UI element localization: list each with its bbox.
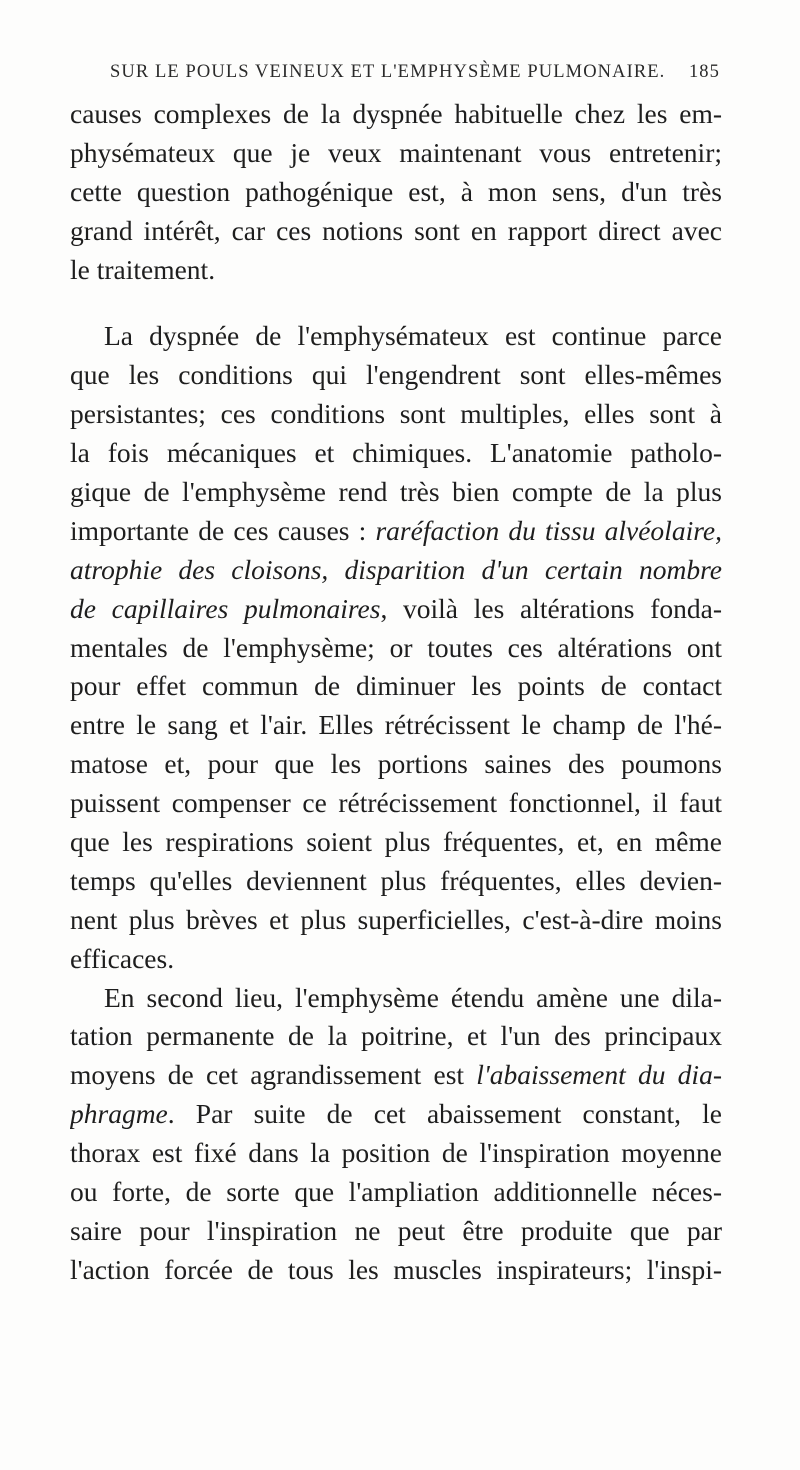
italic-text: raréfaction du tissu alvéolaire,	[375, 514, 722, 546]
text-line	[70, 95, 722, 134]
text-run: matose et, pour que les portions saines des poumons	[70, 748, 722, 780]
text-run: efficaces.	[70, 942, 175, 974]
text-run: , voilà les altérations fonda-	[380, 592, 722, 624]
page-number: 185	[688, 62, 720, 82]
text-run: thorax est fixé dans la position de l'inspiration moyenne	[70, 1137, 722, 1169]
text-line	[70, 784, 722, 823]
italic-text: atrophie des cloisons, disparition d'un certain nombre	[70, 553, 722, 585]
text-run: la fois mécaniques et chimiques. L'anatomie patholo-	[70, 437, 722, 469]
text-run: importante de ces causes :	[70, 514, 376, 546]
text-line	[70, 590, 722, 629]
text-line	[70, 745, 722, 784]
text-line	[70, 1251, 722, 1290]
text-line	[70, 134, 722, 173]
text-line	[70, 629, 722, 668]
text-run: gique de l'emphysème rend très bien compte de la plus	[70, 476, 722, 508]
text-line	[70, 173, 722, 212]
text-line	[70, 551, 722, 590]
text-run: que les conditions qui l'engendrent sont elles-mêmes	[70, 359, 722, 391]
text-run: La dyspnée de l'emphysémateux est continue parce	[104, 320, 722, 352]
text-line	[70, 1134, 722, 1173]
text-line	[70, 1017, 722, 1056]
text-line	[70, 1095, 722, 1134]
text-line	[70, 1056, 722, 1095]
text-run: le traitement.	[70, 253, 216, 285]
running-head-title: SUR LE POULS VEINEUX ET L'EMPHYSÈME PULMONAIRE.	[110, 62, 666, 82]
text-line	[70, 395, 722, 434]
italic-text: l'abaissement du dia-	[476, 1059, 722, 1091]
text-line	[70, 1173, 722, 1212]
text-line	[70, 940, 722, 979]
paragraph	[70, 95, 722, 289]
text-run: saire pour l'inspiration ne peut être produite que par	[70, 1214, 722, 1246]
text-run: tation permanente de la poitrine, et l'un des principaux	[70, 1020, 722, 1052]
text-line	[70, 356, 722, 395]
text-run: . Par suite de cet abaissement constant, le	[167, 1098, 722, 1130]
text-run: persistantes; ces conditions sont multiples, elles sont à	[70, 398, 722, 430]
text-run: mentales de l'emphysème; or toutes ces altérations ont	[70, 631, 722, 663]
text-run: En second lieu, l'emphysème étendu amène une dila-	[104, 981, 722, 1013]
text-run: temps qu'elles deviennent plus fréquentes, elles devien-	[70, 864, 722, 896]
text-run: entre le sang et l'air. Elles rétrécissent le champ de l'hé-	[70, 709, 722, 741]
text-line	[70, 434, 722, 473]
text-line	[70, 512, 722, 551]
text-line	[70, 823, 722, 862]
text-run: l'action forcée de tous les muscles inspirateurs; l'inspi-	[70, 1253, 722, 1285]
text-run: causes complexes de la dyspnée habituelle chez les em-	[70, 98, 722, 129]
text-run: grand intérêt, car ces notions sont en rapport direct avec	[70, 214, 722, 246]
text-line	[70, 473, 722, 512]
italic-text: de capillaires pulmonaires	[70, 592, 381, 624]
text-line	[70, 317, 722, 356]
paragraph	[70, 979, 722, 1290]
text-run: moyens de cet agrandissement est	[70, 1059, 477, 1091]
text-line	[70, 251, 722, 290]
body-text	[70, 95, 722, 1290]
text-line	[70, 667, 722, 706]
text-run: pour effet commun de diminuer les points de contact	[70, 670, 722, 702]
text-run: nent plus brèves et plus superficielles, c'est-à-dire moins	[70, 903, 722, 935]
text-line	[70, 1212, 722, 1251]
paragraph	[70, 317, 722, 978]
italic-text: phragme	[70, 1098, 168, 1130]
text-run: cette question pathogénique est, à mon sens, d'un très	[70, 175, 722, 207]
text-line	[70, 901, 722, 940]
text-run: ou forte, de sorte que l'ampliation additionnelle néces-	[70, 1176, 722, 1208]
text-run: que les respirations soient plus fréquentes, et, en même	[70, 826, 722, 858]
text-run: puissent compenser ce rétrécissement fonctionnel, il faut	[70, 787, 722, 819]
text-line	[70, 706, 722, 745]
running-head	[110, 62, 720, 88]
text-run: physémateux que je veux maintenant vous entretenir;	[70, 136, 722, 168]
text-line	[70, 212, 722, 251]
text-line	[70, 862, 722, 901]
text-line	[70, 979, 722, 1018]
